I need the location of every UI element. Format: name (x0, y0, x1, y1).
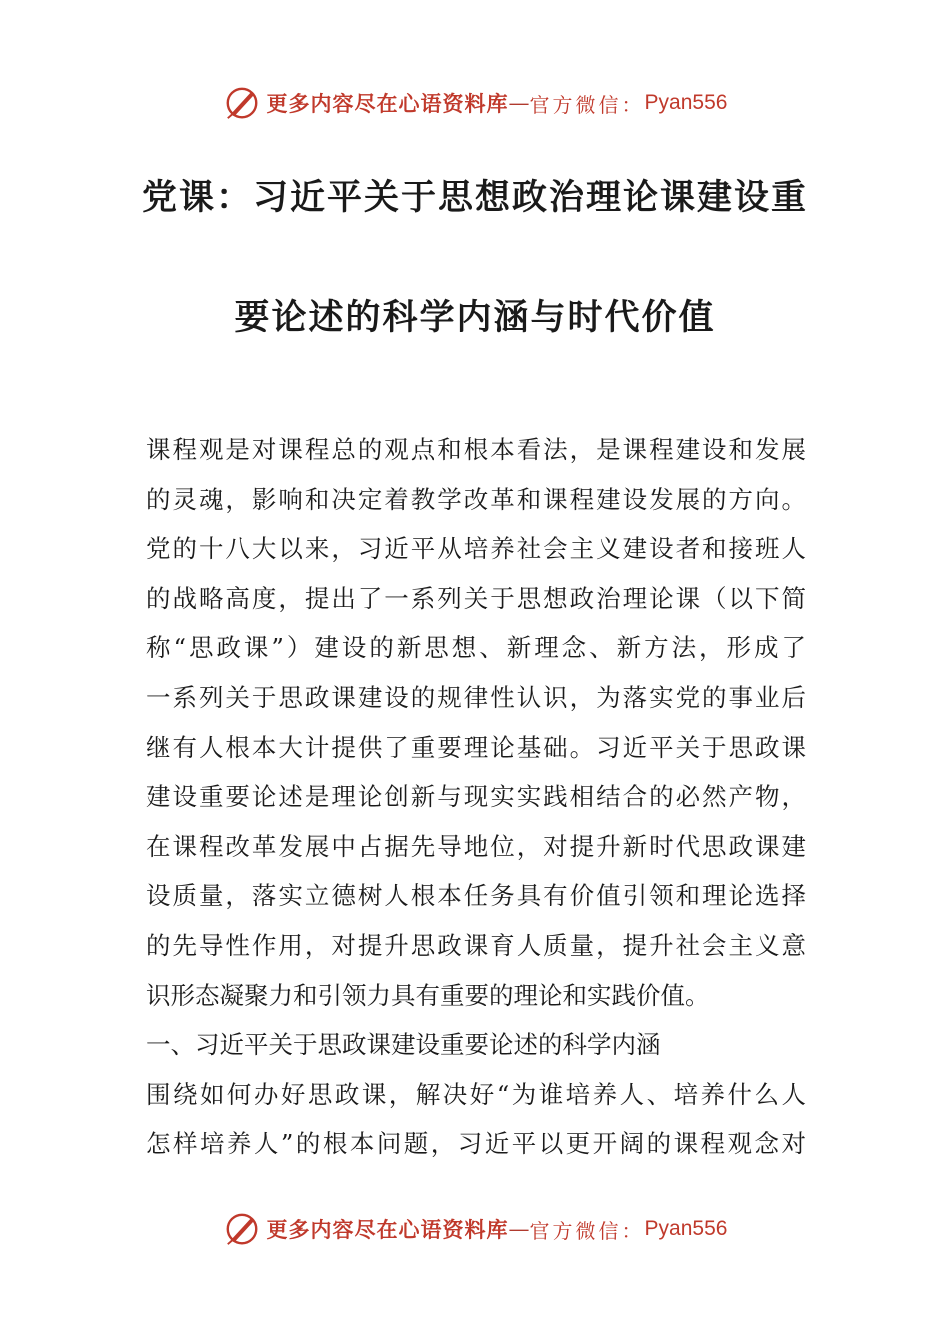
section-heading: 一、习近平关于思政课建设重要论述的科学内涵 (146, 1030, 661, 1060)
banner-site-name: 更多内容尽在心语资料库 (266, 1217, 509, 1242)
header-banner[interactable] (0, 78, 950, 128)
body-line: 党的十八大以来，习近平从培养社会主义建设者和接班人 (146, 534, 806, 564)
body-line: 的灵魂，影响和决定着教学改革和课程建设发展的方向。 (146, 484, 806, 514)
quill-pen-logo-icon (223, 84, 261, 122)
banner-wechat-id: Pyan556 (644, 91, 728, 114)
banner-wechat-id: Pyan556 (644, 1217, 728, 1240)
body-line: 怎样培养人”的根本问题，习近平以更开阔的课程观念对 (146, 1129, 806, 1159)
page-title-line-1: 党课：习近平关于思想政治理论课建设重 (141, 178, 808, 218)
body-line: 称“思政课”）建设的新思想、新理念、新方法，形成了 (146, 633, 806, 663)
body-line: 课程观是对课程总的观点和根本看法，是课程建设和发展 (146, 435, 806, 464)
banner-wechat-label: 官方微信： (529, 92, 645, 117)
body-line: 继有人根本大计提供了重要理论基础。习近平关于思政课 (146, 732, 806, 762)
body-line: 设质量，落实立德树人根本任务具有价值引领和理论选择 (146, 881, 806, 911)
body-line: 的先导性作用，对提升思政课育人质量，提升社会主义意 (146, 930, 806, 960)
footer-banner[interactable] (0, 1204, 950, 1254)
body-line: 在课程改革发展中占据先导地位，对提升新时代思政课建 (146, 831, 806, 861)
body-text (146, 425, 806, 1169)
quill-pen-logo-icon (223, 1210, 261, 1248)
body-line: 建设重要论述是理论创新与现实实践相结合的必然产物， (146, 782, 806, 812)
banner-dash: — (508, 1217, 530, 1241)
body-line: 一系列关于思政课建设的规律性认识，为落实党的事业后 (146, 682, 806, 712)
body-line: 识形态凝聚力和引领力具有重要的理论和实践价值。 (146, 980, 710, 1010)
page-title-line-2: 要论述的科学内涵与时代价值 (234, 298, 716, 338)
banner-dash: — (508, 91, 530, 115)
banner-wechat-label: 官方微信： (529, 1218, 645, 1243)
body-line: 的战略高度，提出了一系列关于思想政治理论课（以下简 (146, 583, 806, 613)
banner-site-name: 更多内容尽在心语资料库 (266, 91, 509, 116)
body-line: 围绕如何办好思政课，解决好“为谁培养人、培养什么人 (146, 1079, 806, 1109)
